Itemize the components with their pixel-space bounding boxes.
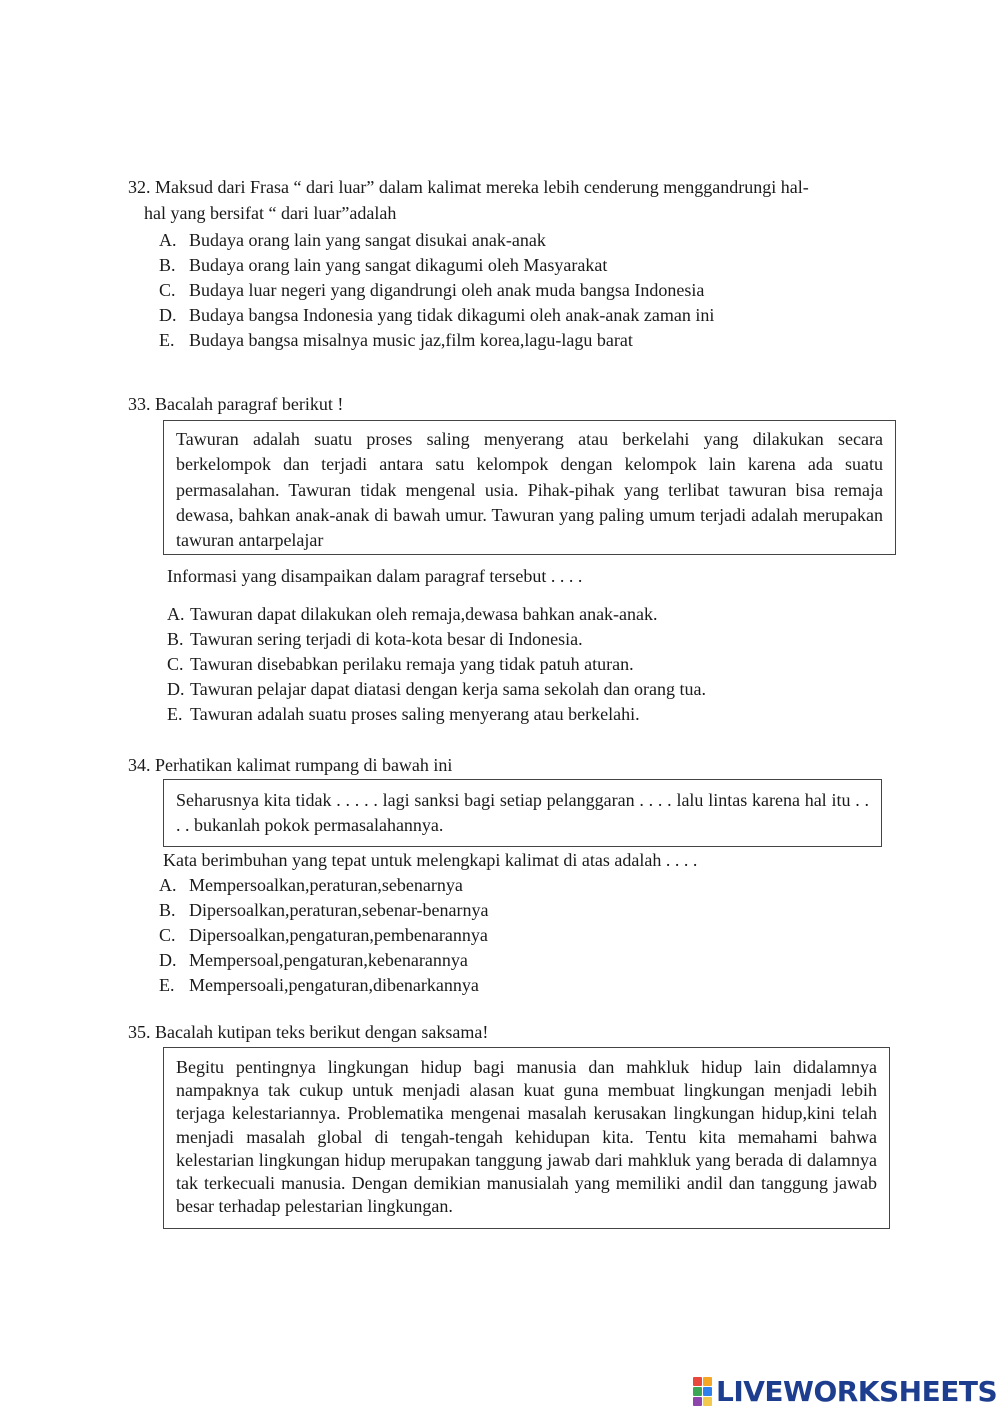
option-text: Tawuran adalah suatu proses saling menyerang atau berkelahi. — [190, 704, 640, 724]
q33-option-b[interactable] — [167, 628, 583, 650]
liveworksheets-logo — [693, 1376, 997, 1406]
option-letter: C. — [167, 654, 184, 674]
logo-square — [703, 1377, 712, 1386]
option-text: Tawuran sering terjadi di kota-kota besar di Indonesia. — [190, 629, 583, 649]
logo-square — [693, 1387, 702, 1396]
option-text: Dipersoalkan,pengaturan,pembenarannya — [189, 925, 488, 945]
q34-passage: Seharusnya kita tidak . . . . . lagi sanksi bagi setiap pelanggaran . . . . lalu lintas karena hal itu . . . . bukanlah pokok permasalahannya. — [176, 790, 869, 835]
option-letter: E. — [167, 704, 183, 724]
option-text: Mempersoal,pengaturan,kebenarannya — [189, 950, 468, 970]
option-letter: C. — [159, 925, 176, 945]
option-text: Mempersoalkan,peraturan,sebenarnya — [189, 875, 463, 895]
option-letter: B. — [167, 629, 184, 649]
option-text: Tawuran disebabkan perilaku remaja yang tidak patuh aturan. — [190, 654, 634, 674]
logo-square — [703, 1397, 712, 1406]
q35-passage: Begitu pentingnya lingkungan hidup bagi manusia dan mahkluk hidup lain didalamnya nampaknya tak cukup untuk menjadi alasan kuat guna membuat lingkungan menjadi lebih terjaga kelestariannya. Problematika mengenai masalah kerusakan lingkungan hidup,kini telah menjadi masalah global di tengah-tengah kehidupan kita. Tentu kita memahami bahwa kelestarian lingkungan hidup merupakan tanggung jawab dari mahkluk yang berada di dalamnya tak terkecuali manusia. Dengan demikian manusialah yang memiliki andil dan tanggung jawab besar terhadap pelestarian lingkungan. — [176, 1057, 877, 1217]
logo-grid-icon — [693, 1377, 712, 1406]
q34-option-b[interactable] — [159, 899, 489, 921]
q32-option-a[interactable] — [159, 229, 546, 251]
option-letter: B. — [159, 900, 176, 920]
option-text: Budaya orang lain yang sangat dikagumi oleh Masyarakat — [189, 255, 608, 275]
option-text: Budaya bangsa Indonesia yang tidak dikagumi oleh anak-anak zaman ini — [189, 305, 715, 325]
option-text: Mempersoali,pengaturan,dibenarkannya — [189, 975, 479, 995]
q33-option-e[interactable] — [167, 703, 640, 725]
option-text: Budaya bangsa misalnya music jaz,film korea,lagu-lagu barat — [189, 330, 633, 350]
q35-title: 35. Bacalah kutipan teks berikut dengan saksama! — [128, 1022, 489, 1042]
q32-option-e[interactable] — [159, 329, 633, 351]
option-letter: A. — [159, 230, 177, 250]
logo-square — [693, 1377, 702, 1386]
q34-passage-box — [163, 779, 882, 847]
q32-stem-line-2: hal yang bersifat “ dari luar”adalah — [144, 203, 397, 223]
q33-passage-box — [163, 420, 896, 555]
q33-prompt: Informasi yang disampaikan dalam paragraf tersebut . . . . — [167, 566, 583, 586]
option-letter: A. — [159, 875, 177, 895]
q33-passage: Tawuran adalah suatu proses saling menyerang atau berkelahi yang dilakukan secara berkelompok dan terjadi antara satu kelompok dengan kelompok lain karena ada suatu permasalahan. Tawuran tidak mengenal usia. Pihak-pihak yang terlibat tawuran bisa remaja dewasa, bahkan anak-anak di bawah umur. Tawuran yang paling umum terjadi adalah merupakan tawuran antarpelajar — [176, 429, 883, 551]
q34-title: 34. Perhatikan kalimat rumpang di bawah ini — [128, 755, 453, 775]
option-text: Budaya orang lain yang sangat disukai anak-anak — [189, 230, 546, 250]
option-letter: C. — [159, 280, 176, 300]
logo-square — [703, 1387, 712, 1396]
q33-title: 33. Bacalah paragraf berikut ! — [128, 394, 344, 414]
option-text: Tawuran dapat dilakukan oleh remaja,dewasa bahkan anak-anak. — [190, 604, 658, 624]
q34-option-d[interactable] — [159, 949, 468, 971]
option-letter: D. — [159, 305, 177, 325]
option-letter: A. — [167, 604, 185, 624]
q32-option-c[interactable] — [159, 279, 704, 301]
q33-option-a[interactable] — [167, 603, 658, 625]
q34-prompt: Kata berimbuhan yang tepat untuk melengkapi kalimat di atas adalah . . . . — [163, 850, 698, 870]
q33-option-c[interactable] — [167, 653, 634, 675]
option-letter: D. — [167, 679, 185, 699]
option-letter: E. — [159, 975, 175, 995]
option-letter: D. — [159, 950, 177, 970]
option-letter: B. — [159, 255, 176, 275]
option-text: Budaya luar negeri yang digandrungi oleh anak muda bangsa Indonesia — [189, 280, 705, 300]
q34-option-e[interactable] — [159, 974, 479, 996]
q32-stem-line-1: 32. Maksud dari Frasa “ dari luar” dalam kalimat mereka lebih cenderung menggandrungi hal- — [128, 177, 809, 197]
q35-passage-box — [163, 1047, 890, 1229]
q32-option-b[interactable] — [159, 254, 607, 276]
option-letter: E. — [159, 330, 175, 350]
logo-text: LIVEWORKSHEETS — [716, 1374, 998, 1408]
q33-option-d[interactable] — [167, 678, 706, 700]
option-text: Tawuran pelajar dapat diatasi dengan kerja sama sekolah dan orang tua. — [190, 679, 707, 699]
q34-option-a[interactable] — [159, 874, 463, 896]
option-text: Dipersoalkan,peraturan,sebenar-benarnya — [189, 900, 489, 920]
logo-square — [693, 1397, 702, 1406]
q32-option-d[interactable] — [159, 304, 714, 326]
q34-option-c[interactable] — [159, 924, 488, 946]
